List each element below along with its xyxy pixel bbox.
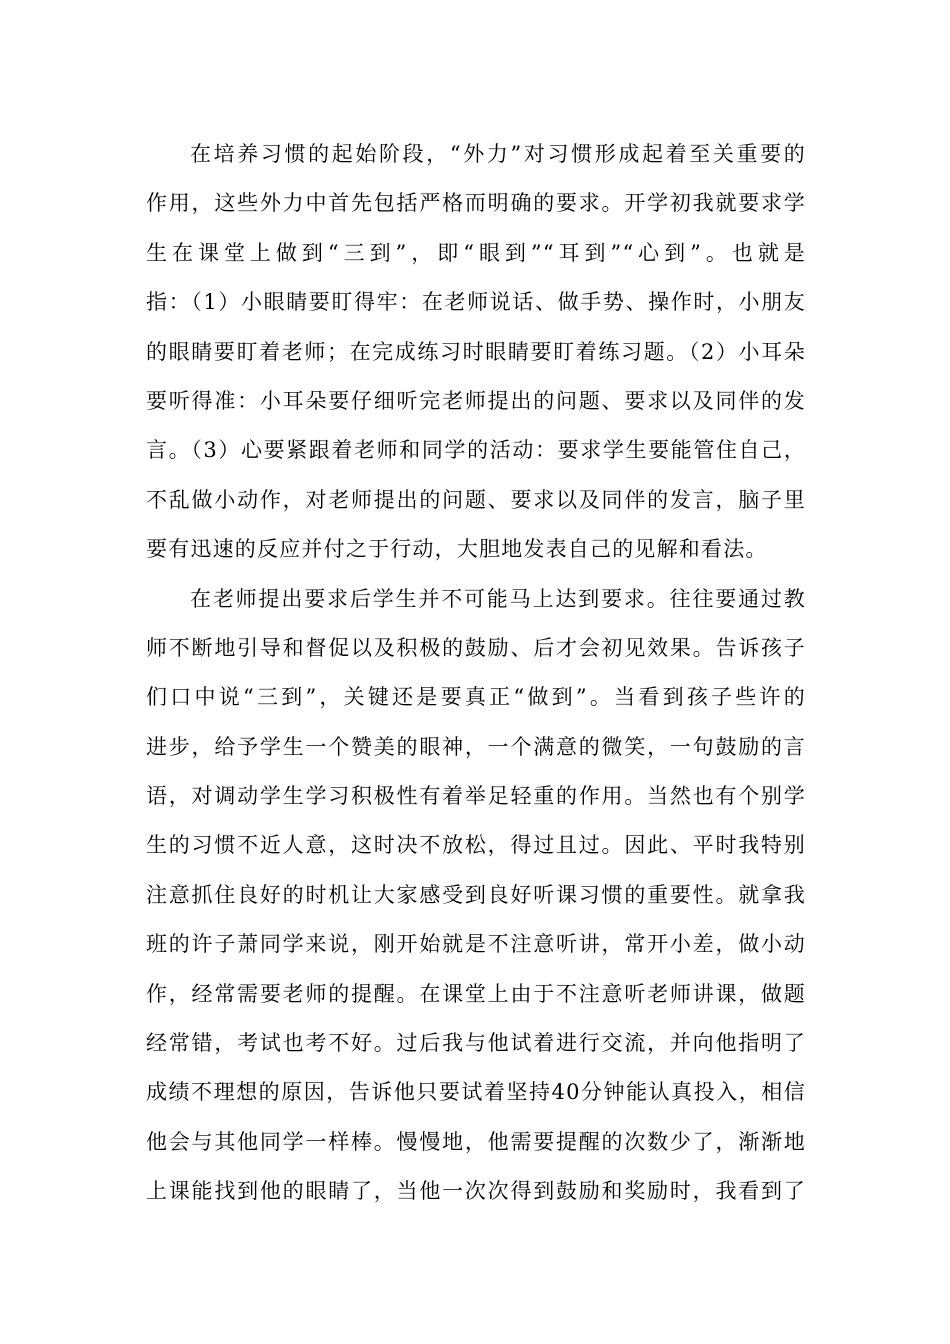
text-line: 班的许子萧同学来说，刚开始就是不注意听讲，常开小差，做小动 [146, 932, 806, 957]
text-line: 要有迅速的反应并付之于行动，大胆地发表自己的见解和看法。 [146, 537, 768, 562]
paragraph-2 [146, 575, 806, 1217]
paragraph-1 [146, 130, 806, 575]
text-line: 经常错，考试也考不好。过后我与他试着进行交流，并向他指明了 [146, 1031, 806, 1056]
text-line: 作，经常需要老师的提醒。在课堂上由于不注意听老师讲课，做题 [146, 981, 806, 1006]
body-text [146, 130, 806, 1217]
text-line: 们口中说“三到”，关键还是要真正“做到”。当看到孩子些许的 [146, 685, 806, 710]
text-line: 师不断地引导和督促以及积极的鼓励、后才会初见效果。告诉孩子 [146, 635, 806, 660]
text-line: 在培养习惯的起始阶段，“外力”对习惯形成起着至关重要的 [190, 142, 806, 166]
text-line: 上课能找到他的眼睛了，当他一次次得到鼓励和奖励时，我看到了 [146, 1179, 806, 1204]
text-line: 注意抓住良好的时机让大家感受到良好听课习惯的重要性。就拿我 [146, 882, 806, 907]
text-line: 言。（3）心要紧跟着老师和同学的活动：要求学生要能管住自己， [146, 438, 806, 463]
text-line: 进步，给予学生一个赞美的眼神，一个满意的微笑，一句鼓励的言 [146, 734, 806, 759]
text-line: 在老师提出要求后学生并不可能马上达到要求。往往要通过教 [190, 586, 806, 611]
text-line: 要听得准：小耳朵要仔细听完老师提出的问题、要求以及同伴的发 [146, 388, 806, 413]
text-line: 他会与其他同学一样棒。慢慢地，他需要提醒的次数少了，渐渐地 [146, 1129, 806, 1154]
text-line: 不乱做小动作，对老师提出的问题、要求以及同伴的发言，脑子里 [146, 487, 806, 512]
text-line: 指：（1）小眼睛要盯得牢：在老师说话、做手势、操作时，小朋友 [146, 290, 806, 315]
text-line: 作用，这些外力中首先包括严格而明确的要求。开学初我就要求学 [146, 191, 806, 216]
text-line: 生的习惯不近人意，这时决不放松，得过且过。因此、平时我特别 [146, 833, 806, 858]
text-line: 的眼睛要盯着老师；在完成练习时眼睛要盯着练习题。（2）小耳朵 [146, 339, 806, 364]
text-line: 语，对调动学生学习积极性有着举足轻重的作用。当然也有个别学 [146, 784, 806, 809]
text-line: 成绩不理想的原因，告诉他只要试着坚持40分钟能认真投入，相信 [146, 1080, 806, 1105]
text-line: 生在课堂上做到“三到”，即“眼到”“耳到”“心到”。也就是 [146, 240, 806, 265]
